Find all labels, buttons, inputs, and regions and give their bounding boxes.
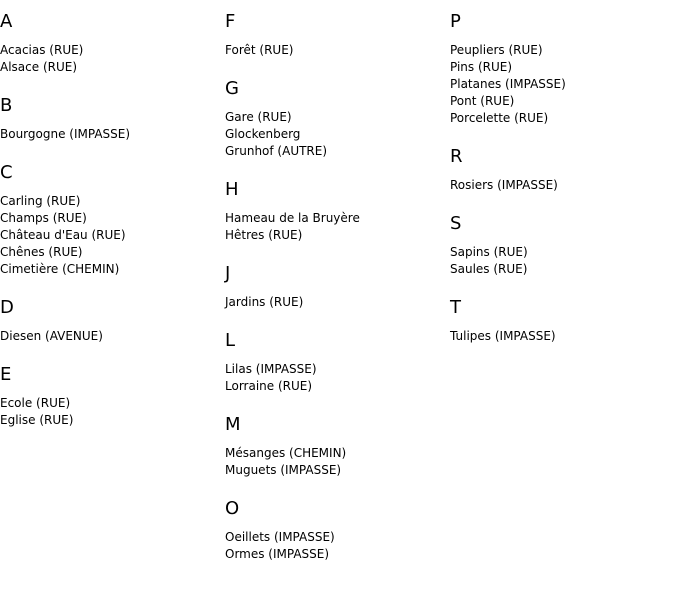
letter-heading: A (0, 11, 13, 32)
street-list (0, 42, 225, 76)
street-link[interactable]: Gare (RUE) (225, 110, 292, 124)
letter-group (0, 96, 225, 143)
street-list (225, 42, 450, 59)
street-link[interactable]: Champs (RUE) (0, 211, 87, 225)
letter-heading: S (450, 213, 462, 234)
street-link[interactable]: Château d'Eau (RUE) (0, 228, 126, 242)
street-link[interactable]: Lorraine (RUE) (225, 379, 313, 393)
street-link[interactable]: Acacias (RUE) (0, 43, 84, 57)
street-list (450, 42, 675, 127)
letter-heading: D (0, 297, 14, 318)
letter-group (450, 147, 675, 194)
street-link[interactable]: Grunhof (AUTRE) (225, 144, 328, 158)
letter-group (0, 12, 225, 76)
street-link[interactable]: Chênes (RUE) (0, 245, 83, 259)
street-link[interactable]: Muguets (IMPASSE) (225, 463, 342, 477)
letter-heading: O (225, 498, 240, 519)
letter-heading: G (225, 78, 239, 99)
street-list (225, 361, 450, 395)
letter-heading: F (225, 11, 236, 32)
street-column (450, 0, 675, 345)
letter-group (225, 79, 450, 160)
street-link[interactable]: Alsace (RUE) (0, 60, 78, 74)
street-link[interactable]: Pins (RUE) (450, 60, 513, 74)
street-link[interactable]: Lilas (IMPASSE) (225, 362, 317, 376)
letter-heading: T (450, 297, 461, 318)
street-list (225, 210, 450, 244)
street-list (0, 126, 225, 143)
letter-group (450, 214, 675, 278)
street-link[interactable]: Pont (RUE) (450, 94, 515, 108)
letter-group (225, 331, 450, 395)
letter-heading: L (225, 330, 236, 351)
letter-group (450, 12, 675, 127)
street-link[interactable]: Platanes (IMPASSE) (450, 77, 566, 91)
letter-group (0, 163, 225, 278)
street-link[interactable]: Carling (RUE) (0, 194, 81, 208)
street-link[interactable]: Rosiers (IMPASSE) (450, 178, 558, 192)
street-column (0, 0, 225, 429)
letter-group (225, 415, 450, 479)
letter-heading: R (450, 146, 463, 167)
letter-group (0, 365, 225, 429)
letter-group (225, 12, 450, 59)
letter-heading: C (0, 162, 13, 183)
letter-heading: M (225, 414, 241, 435)
street-link[interactable]: Hameau de la Bruyère (225, 211, 360, 225)
letter-group (0, 298, 225, 345)
street-link[interactable]: Ecole (RUE) (0, 396, 71, 410)
street-link[interactable]: Eglise (RUE) (0, 413, 74, 427)
street-link[interactable]: Peupliers (RUE) (450, 43, 543, 57)
street-link[interactable]: Jardins (RUE) (225, 295, 304, 309)
street-link[interactable]: Sapins (RUE) (450, 245, 528, 259)
letter-group (225, 264, 450, 311)
street-link[interactable]: Forêt (RUE) (225, 43, 294, 57)
street-list (0, 193, 225, 278)
street-list (225, 445, 450, 479)
letter-heading: P (450, 11, 461, 32)
street-link[interactable]: Tulipes (IMPASSE) (450, 329, 556, 343)
letter-heading: B (0, 95, 13, 116)
street-list (225, 529, 450, 563)
street-link[interactable]: Cimetière (CHEMIN) (0, 262, 120, 276)
letter-heading: H (225, 179, 239, 200)
street-list (450, 244, 675, 278)
street-list (450, 177, 675, 194)
street-list (0, 395, 225, 429)
street-link[interactable]: Porcelette (RUE) (450, 111, 549, 125)
street-list (225, 294, 450, 311)
street-link[interactable]: Oeillets (IMPASSE) (225, 530, 335, 544)
street-link[interactable]: Bourgogne (IMPASSE) (0, 127, 131, 141)
street-link[interactable]: Diesen (AVENUE) (0, 329, 103, 343)
street-list (225, 109, 450, 160)
street-link[interactable]: Glockenberg (225, 127, 301, 141)
street-link[interactable]: Hêtres (RUE) (225, 228, 303, 242)
street-link[interactable]: Mésanges (CHEMIN) (225, 446, 347, 460)
letter-group (225, 180, 450, 244)
letter-group (450, 298, 675, 345)
letter-heading: J (225, 263, 231, 284)
street-link[interactable]: Saules (RUE) (450, 262, 528, 276)
letter-group (225, 499, 450, 563)
letter-heading: E (0, 364, 12, 385)
street-column (225, 0, 450, 563)
street-list (450, 328, 675, 345)
street-link[interactable]: Ormes (IMPASSE) (225, 547, 330, 561)
street-list (0, 328, 225, 345)
